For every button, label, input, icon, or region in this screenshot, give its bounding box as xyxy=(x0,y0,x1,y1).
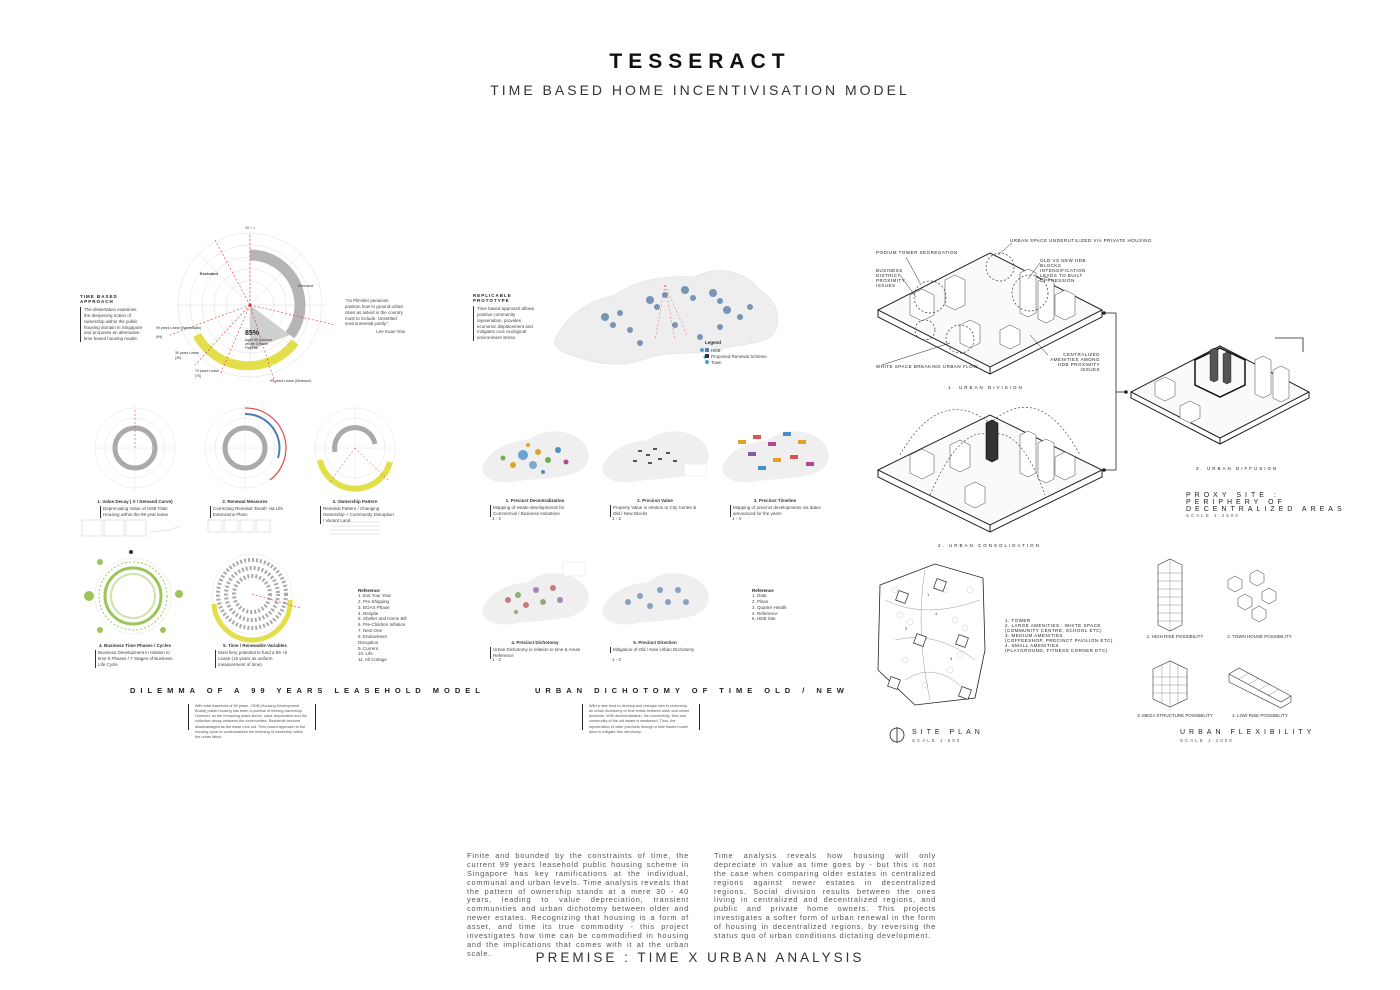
proxy-site-block xyxy=(1186,492,1346,518)
diagram-desc-1: Depreciating Value of HDB Flats Housing within the 99 year lease xyxy=(100,506,175,518)
diagram-desc-3: Renewal Pattern / Changing Ownership + Community Disruption / Vacant Land xyxy=(320,506,395,524)
quote-text: "As Plimsler pensions position how to ground urban cities as asked in the country must to include. Unsettled environmental jointly." xyxy=(345,298,404,327)
legend-item-town: Town xyxy=(705,360,785,366)
map-caption-5: 5. Precinct Direction xyxy=(633,640,677,645)
lease4-label: 99 years Lease (Minimum) xyxy=(270,379,312,383)
legend-swatch-hdb xyxy=(705,348,709,352)
middle-ref-5: 5. HDB Site xyxy=(752,616,776,622)
diagram-desc-4: Business Development in relation to time 5 Phases / 7 Stages of Business Life Cycle xyxy=(95,650,176,668)
diagram-caption-4: 4. Business Time Phases / Cycles xyxy=(99,643,171,648)
proxy-scale: SCALE 1:2500 xyxy=(1186,513,1240,518)
middle-bracket-text: With a new tend to develop and reshape new to redevelop, an urban dichotomy of time exists between older and newer precincts. With decentralization, the connectivity, flow and community of the old estate is weakened. Thus, the rejuvenation of older precincts through a time based model aims to mitigate this dichotomy. xyxy=(582,704,700,730)
ann-podium: PODIUM TOWER SEGREGATION xyxy=(876,250,958,255)
premise-right-text: Time analysis reveals how housing will only depreciate in value as time goes by - but this is not the case when comparing older estates in centralized regions against newer estates in decentralized regions. Social division results between the ones living in centralized and decentralized regions, and public and private home owners. This projects investigates a softer form of urban renewal in the form of housing in decentralized regions, by reversing the status quo of urban conditions dictating development. xyxy=(714,851,936,940)
renewal-measures-diagram xyxy=(200,400,290,495)
premise-left-text: Finite and bounded by the constraints of time, the current 99 years leasehold public housing scheme in Singapore has key ramifications at the individual, communal and urban levels. Time analysis reveals that the pattern of ownership stands at a mere 30 - 40 years, leading to value depreciation, transient communities and urban dichotomy between older and newer estates. Recognizing that housing is a form of asset, and time its true commodity - this project investigates how time can be commodified in housing and the implications that comes with it at the urban scale. xyxy=(467,851,689,958)
ann-old-new: OLD VS NEW HDB BLOCKS INTENSIFICATION LEADS TO BUILT OPPRESSION xyxy=(1040,258,1087,283)
business-cycle-diagram xyxy=(75,548,190,640)
lease2b-label: (30) xyxy=(175,356,182,360)
urban-diffusion-axon xyxy=(1125,330,1315,460)
lease3b-label: (70) xyxy=(195,374,202,378)
approach-text: The dissertation examines the deepening notion of ownership within the public housing domain in Singapore and proposes an alternative time based housing model. xyxy=(80,307,144,342)
low-rise-model xyxy=(1225,660,1295,708)
map-legend xyxy=(705,340,785,366)
left-section-title: DILEMMA OF A 99 YEARS LEASEHOLD MODEL xyxy=(130,686,485,695)
demand-label: Demand xyxy=(298,283,314,288)
map-desc-1: Mapping of estate developments for Commercial / Business Industries xyxy=(490,505,583,517)
site-list-5: (COFFEESHOP, PRECINCT PAVILION ETC) xyxy=(1005,638,1113,643)
map-ref-4: 1 - 2 xyxy=(492,657,502,662)
map-desc-4: Urban Dichotomy in relation to time & Areas Reference xyxy=(490,647,583,659)
svg-text:4: 4 xyxy=(935,611,938,616)
proxy-line-2: PERIPHERY OF xyxy=(1186,499,1286,506)
flex-label-3: 3. MEGA STRUCTURE POSSIBILITY xyxy=(1137,713,1213,718)
north-arrow-icon xyxy=(888,726,906,744)
left-reference-title: Reference xyxy=(358,588,380,593)
ann-amenities: CENTRALIZED AMENITIES AMONG HDB PROXIMITY ISSUES xyxy=(1050,352,1100,372)
map-decentralization xyxy=(478,420,593,490)
left-ref-2: 2. Pre-Shipping xyxy=(358,598,390,604)
map-timeline xyxy=(718,420,833,490)
map-caption-2: 2. Precinct Value xyxy=(637,498,673,503)
pct-value: 85% xyxy=(245,330,260,337)
left-ref-1: 1. Exit Your Year xyxy=(358,593,392,598)
page-title: TESSERACT xyxy=(609,50,791,73)
site-plan-list xyxy=(1005,618,1125,653)
map-desc-5: Mitigation of Old / New Urban Dichotomy xyxy=(610,647,703,653)
town-house-model xyxy=(1222,570,1282,625)
left-ref-5: 5. Shelter and Home Bill xyxy=(358,616,407,622)
chart-top-label: 99 + 1 xyxy=(245,226,255,230)
quote-author: Lee Kuan Yew xyxy=(376,329,405,335)
site-plan-drawing xyxy=(875,560,990,710)
label-urban-diffusion: 3. URBAN DIFFUSION xyxy=(1196,466,1279,471)
map-ref-1: 1 - 2 xyxy=(492,516,502,521)
flex-scale: SCALE 1:1000 xyxy=(1180,738,1234,743)
time-radial-chart xyxy=(150,225,350,390)
map-dichotomy xyxy=(478,560,593,635)
map-direction xyxy=(598,560,713,635)
pct-line1: Aged 65 & Above xyxy=(245,338,273,342)
map-desc-3: Mapping of precinct developments via dates announced for the years xyxy=(730,505,823,517)
map-caption-1: 1. Precinct Decentralization xyxy=(505,498,565,503)
middle-ref-2: 2. Plans xyxy=(752,598,769,604)
middle-reference-block xyxy=(752,588,802,622)
map-ref-3: 1 - 4 xyxy=(732,516,742,521)
urban-consolidation-axon xyxy=(870,395,1110,545)
site-list-3: (COMMUNITY CENTRE, SCHOOL ETC) xyxy=(1005,628,1103,633)
middle-ref-1: 1. Data xyxy=(752,593,767,598)
lease1b-label: (99) xyxy=(156,335,163,339)
map-ref-5: 1 - 2 xyxy=(612,657,622,662)
ownership-pattern-diagram xyxy=(310,400,400,495)
site-list-6: 4. SMALL AMENITIES xyxy=(1005,643,1059,648)
left-bracket-text: With total leasehold of 99 years - HDB (Housing Development Board) public housing has been a promise of lifelong ownership. However, as the remaining years shrink, value depreciates and the collective decay weakens the communities. Residents become disadvantaged as the lease runs out. Time based approach to the housing cycle re-contextualizes the meaning of ownership within the urban fabric. xyxy=(188,704,316,730)
map-caption-3: 3. Precinct Timeline xyxy=(753,498,797,503)
middle-section-title: URBAN DICHOTOMY OF TIME OLD / NEW xyxy=(535,686,849,695)
quote-block xyxy=(345,298,405,335)
left-ref-7: 7. Next One xyxy=(358,628,383,634)
page-subtitle: TIME BASED HOME INCENTIVISATION MODEL xyxy=(490,82,910,98)
legend-item-renewal: Proposed Renewal Scheme xyxy=(705,354,785,360)
lease3-label: 70 years Lease xyxy=(195,369,219,373)
left-ref-9: 9. Current xyxy=(358,645,379,651)
svg-text:3: 3 xyxy=(950,656,953,661)
site-list-4: 3. MEDIUM AMENITIES xyxy=(1005,633,1064,638)
flex-label-1: 1. HIGH RISE POSSIBILITY xyxy=(1146,634,1204,639)
flex-label-4: 4. LOW RISE POSSIBILITY xyxy=(1232,713,1288,718)
approach-title: TIME BASED APPROACH xyxy=(80,294,118,304)
lease1-label: 99 years Lease (Waiveduals) xyxy=(156,326,202,330)
mini-charts-row xyxy=(80,516,400,540)
left-ref-3: 3. BOAS Phase xyxy=(358,604,390,610)
left-ref-4: 4. Respite xyxy=(358,610,379,616)
ann-underutilized: URBAN SPACE UNDERUTILIZED VIA PRIVATE HOUSING xyxy=(1010,238,1153,243)
proxy-line-1: PROXY SITE : xyxy=(1186,492,1280,499)
pct-line2: will be 3 Room xyxy=(245,342,268,346)
prototype-text: Time based approach allows positive community rejuvenation, provides economic displacement and mitigates civic ecological environment stress. xyxy=(473,306,538,341)
site-list-7: (PLAYGROUND, FITNESS CORNER ETC) xyxy=(1005,648,1108,653)
svg-text:1: 1 xyxy=(927,592,930,597)
premise-footer-title: PREMISE : TIME X URBAN ANALYSIS xyxy=(535,950,865,965)
svg-text:2: 2 xyxy=(905,626,908,631)
excluded-label: Excluded xyxy=(200,271,218,276)
map-value xyxy=(598,420,713,490)
site-plan-scale: SCALE 1:500 xyxy=(912,738,962,743)
middle-ref-3: 3. Quarter Health xyxy=(752,604,787,610)
mega-structure-model xyxy=(1145,655,1195,710)
left-ref-8: 8. Endowment Disruption xyxy=(358,633,387,645)
left-ref-10: 10. Life xyxy=(358,651,373,657)
diagram-desc-2: Correcting Renewal 'Death' via Life Extensions Plans xyxy=(210,506,285,518)
diagram-caption-3: 3. Ownership Pattern xyxy=(332,499,378,504)
legend-title: Legend xyxy=(705,340,722,345)
middle-ref-4: 4. Reference xyxy=(752,610,778,616)
label-urban-consolidation: 2. URBAN CONSOLIDATION xyxy=(938,543,1041,548)
diagram-desc-5: Most fiery potential to fund a 99 +5 Lease (15 years as uniform measurement of time) xyxy=(215,650,296,668)
legend-swatch-town xyxy=(705,360,709,364)
lease2-label: 30 years Lease xyxy=(175,351,199,355)
map-ref-2: 1 - 2 xyxy=(612,516,622,521)
pct-line3: Flat Flat xyxy=(245,346,258,350)
middle-reference-title: Reference xyxy=(752,588,774,593)
site-list-2: 2. LARGE AMENITIES : WHITE SPACE xyxy=(1005,623,1101,628)
ann-white-space: WHITE SPACE BREAKING URBAN FLOW xyxy=(876,364,978,369)
value-decay-diagram xyxy=(90,400,180,495)
diagram-caption-1: 1. Value Decay ( X / Demand Curve) xyxy=(97,499,173,504)
renewable-variables-diagram xyxy=(200,548,305,640)
map-caption-4: 4. Precinct Dichotomy xyxy=(511,640,559,645)
diagram-caption-2: 2. Renewal Measures xyxy=(222,499,268,504)
proxy-line-3: DECENTRALIZED AREAS xyxy=(1186,506,1346,513)
ann-business: BUSINESS DISTRICT PROXIMITY ISSUES xyxy=(876,268,906,288)
legend-swatch-renewal xyxy=(705,354,709,358)
left-reference-block xyxy=(358,588,408,663)
left-ref-6: 6. Pre-Children Inflation xyxy=(358,622,406,628)
label-urban-division: 1. URBAN DIVISION xyxy=(948,385,1024,390)
diagram-connector xyxy=(1098,305,1128,480)
flex-title: URBAN FLEXIBILITY xyxy=(1180,729,1316,736)
map-desc-2: Property Value in relation to City Centre & Old / New Blocks xyxy=(610,505,703,517)
approach-block xyxy=(80,294,144,342)
site-plan-title: SITE PLAN xyxy=(912,729,984,736)
high-rise-model xyxy=(1150,555,1190,635)
left-ref-11: 11. All Cottage xyxy=(358,657,387,663)
flex-label-2: 2. TOWN HOUSE POSSIBILITY xyxy=(1227,634,1292,639)
diagram-caption-5: 5. Time / Renewable Variables xyxy=(223,643,287,648)
legend-item-hdb: HDB xyxy=(705,348,785,354)
site-list-1: 1. TOWER xyxy=(1005,618,1031,623)
prototype-title: REPLICABLE PROTOTYPE xyxy=(473,293,512,303)
prototype-block xyxy=(473,293,538,341)
